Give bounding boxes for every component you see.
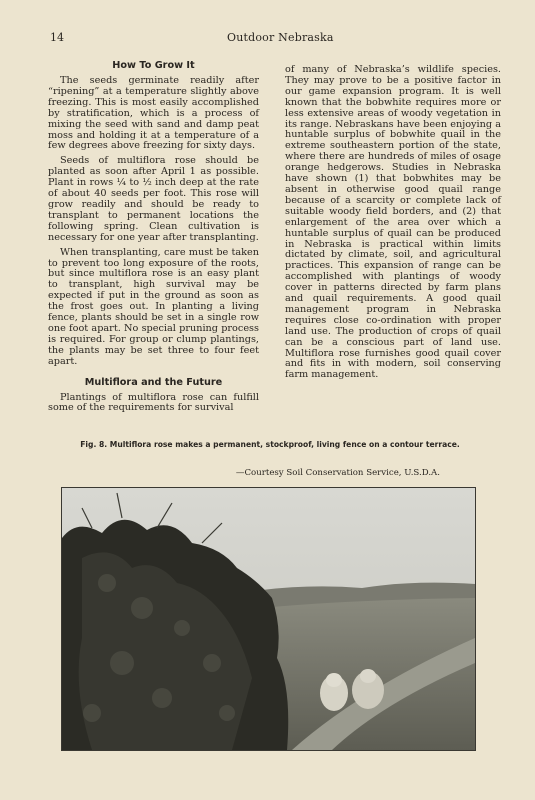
paragraph: Seeds of multiflora rose should be planted as soon after April 1 as possible. Plant in rows ¼ to ½ inch deep at the rate of about 40 seeds per foot. This rose will grow readily and should be ready to transplant to permanent locations the following spring. Clean cultivation is necessary for one year after transplanting. [48, 155, 259, 243]
photo-hedge-with-pigs [62, 488, 475, 750]
paragraph: Plantings of multiflora rose can fulfill some of the requirements for survival [48, 391, 259, 414]
figure-caption: Fig. 8. Multiflora rose makes a permanent, stockproof, living fence on a contour terrace. [80, 440, 460, 449]
page-number: 14 [50, 31, 64, 44]
section-heading-how-to-grow: How To Grow It [112, 60, 195, 71]
paragraph: When transplanting, care must be taken to prevent too long exposure of the roots, but since multiflora rose is an easy plant to transplant, high survival may be expected if put in the ground as soon as the frost goes out. In planting a living fence, plants should be set in a single row one foot apart. No special pruning process is required. For group or clump plantings, the plants may be set three to four feet apart. [48, 246, 259, 367]
left-column [48, 60, 259, 418]
paragraph: The seeds germinate readily after “ripening” at a temperature slightly above freezing. This is most easily accomplished by stratification, which is a process of mixing the seed with sand and damp peat moss and holding it at a temperature of a few degrees above freezing for sixty days. [48, 75, 259, 152]
right-column [285, 65, 501, 381]
figure-photo [61, 487, 476, 751]
figure-credit: —Courtesy Soil Conservation Service, U.S.D.A. [235, 468, 440, 478]
running-head: Outdoor Nebraska [227, 31, 334, 44]
section-heading-future: Multiflora and the Future [84, 376, 223, 388]
paragraph: of many of Nebraska’s wildlife species. They may prove to be a positive factor in our game expansion program. It is well known that the bobwhite requires more or less extensive areas of woody vegetation in its range. Nebraskans have been enjoying a huntable surplus of bobwhite quail in the extreme southeastern portion of the state, where there are hundreds of miles of osage orange hedgerows. Studies in Nebraska have shown (1) that bobwhites may be absent in otherwise good quail range because of a scarcity or complete lack of suitable woody field borders, and (2) that enlargement of the area over which a huntable surplus of quail can be produced in Nebraska is practical within limits dictated by climate, soil, and agricultural practices. This expansion of range can be accomplished with plantings of woody cover in patterns directed by farm plans and quail requirements. A good quail management program in Nebraska requires close co-ordination with proper land use. The production of crops of quail can be a conscious part of land use. Multiflora rose furnishes good quail cover and fits in with modern, soil conserving farm management. [285, 64, 501, 381]
page-header [50, 30, 495, 46]
